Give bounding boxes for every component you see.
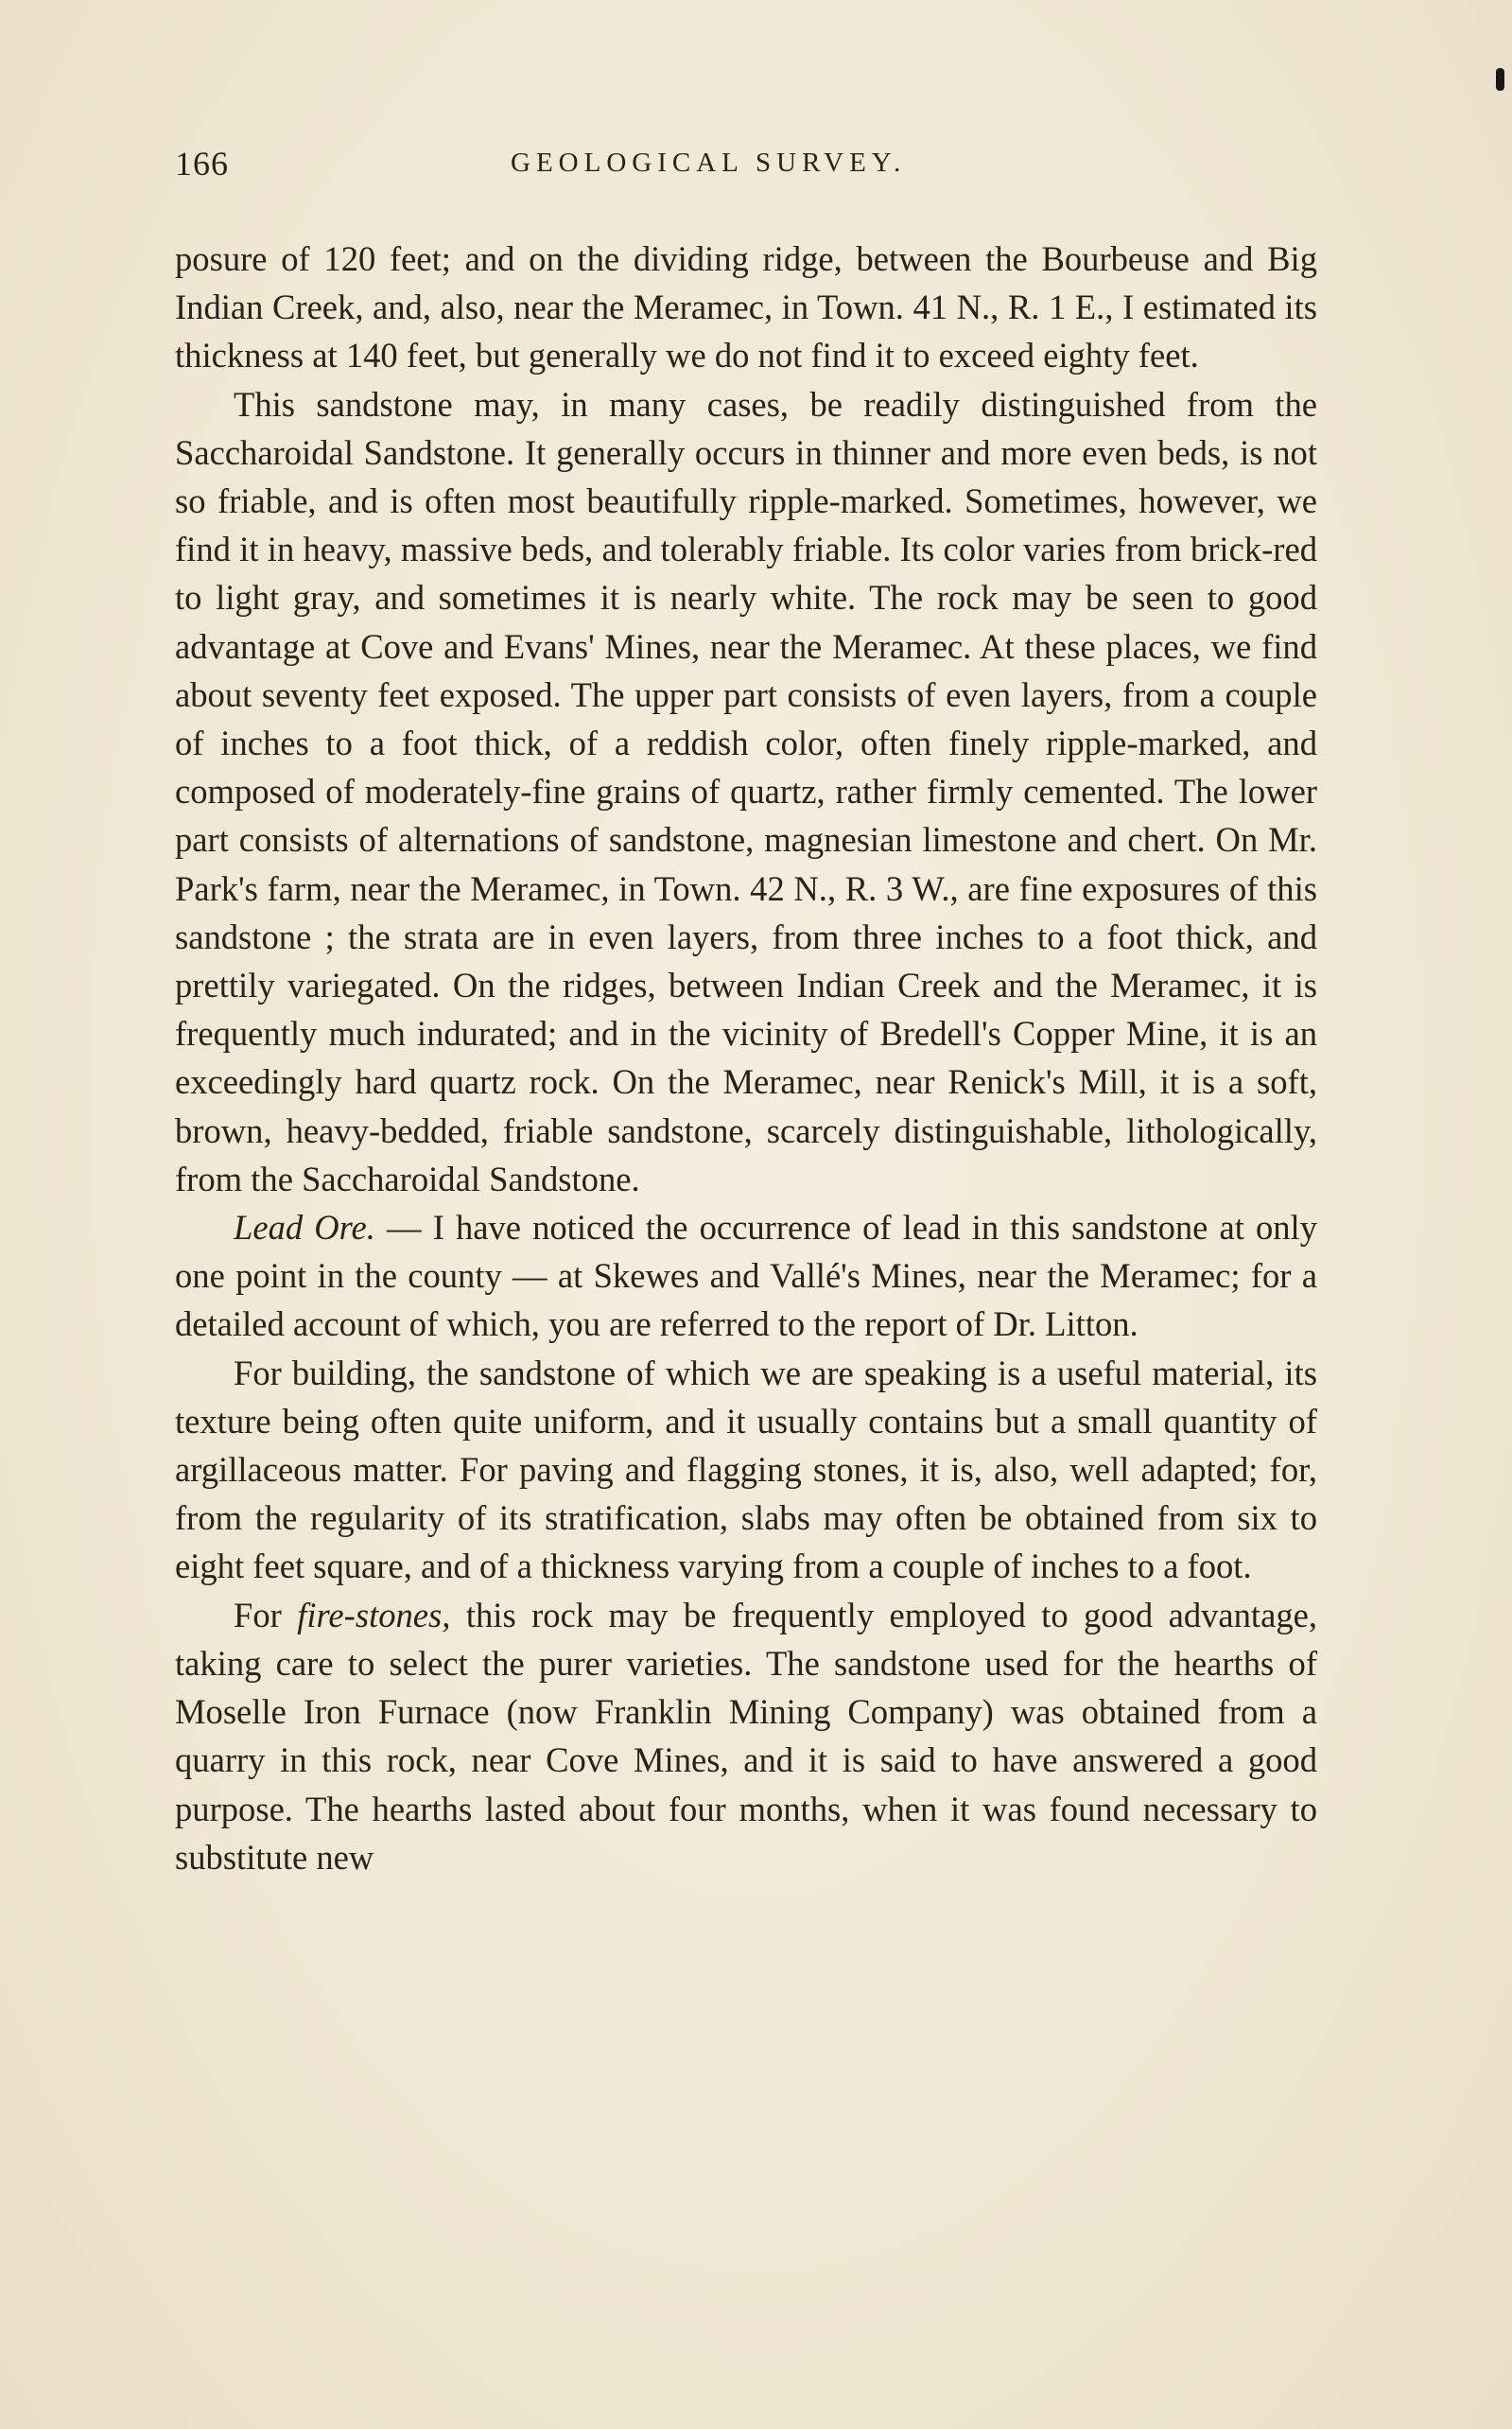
page-number: 166 [175, 145, 229, 183]
paragraph-lead-ore [175, 1203, 1317, 1349]
paragraph-continuation: posure of 120 feet; and on the dividing ridge, between the Bourbeuse and Big Indian Creek, and, also, near the Meramec, in Town. 41 N., R. 1 E., I estimated its thickness at 140 feet, but generally we do not find it to exceed eighty feet. [175, 239, 1317, 376]
lead-ore-text: I have noticed the occurrence of lead in this sandstone at only one point in the county — at Skewes and Vallé's Mines, near the Meramec; for a detailed account of which, you are referred to the report of Dr. Litton. [175, 1208, 1318, 1344]
lead-ore-dash: — [374, 1208, 433, 1248]
page-header [175, 144, 1319, 191]
paragraph-fire-stones [175, 1591, 1317, 1881]
lead-ore-heading: Lead Ore. [234, 1208, 375, 1248]
body-text [175, 235, 1317, 1881]
fire-stones-text: this rock may be frequently employed to good advantage, taking care to select the purer varieties. The sandstone used for the hearths of Moselle Iron Furnace (now Franklin Mining Company) was obtained from a quarry in this rock, near Cove Mines, and it is said to have answered a good purpose. The hearths lasted about four months, when it was found necessary to substitute new [175, 1595, 1317, 1877]
ink-mark [1496, 68, 1504, 91]
fire-stones-term: fire-stones, [297, 1595, 451, 1634]
running-title: GEOLOGICAL SURVEY. [511, 148, 907, 178]
paragraph-building: For building, the sandstone of which we are speaking is a useful material, its texture being often quite uniform, and it usually contains but a small quantity of argillaceous matter. For paving and flagging stones, it is, also, well adapted; for, from the regularity of its stratification, slabs may often be obtained from six to eight feet square, and of a thickness varying from a couple of inches to a foot. [175, 1353, 1317, 1586]
paragraph-sandstone-description: This sandstone may, in many cases, be readily distinguished from the Saccharoidal Sandstone. It generally occurs in thinner and more even beds, is not so friable, and is often most beautifully ripple-marked. Sometimes, however, we find it in heavy, massive beds, and tolerably friable. Its color varies from brick-red to light gray, and sometimes it is nearly white. The rock may be seen to good advantage at Cove and Evans' Mines, near the Meramec. At these places, we find about seventy feet exposed. The upper part consists of even layers, from a couple of inches to a foot thick, of a reddish color, often finely ripple-marked, and composed of moderately-fine grains of quartz, rather firmly cemented. The lower part consists of alternations of sandstone, magnesian limestone and chert. On Mr. Park's farm, near the Meramec, in Town. 42 N., R. 3 W., are fine exposures of this sandstone ; the strata are in even layers, from three inches to a foot thick, and prettily variegated. On the ridges, between Indian Creek and the Meramec, it is frequently much indurated; and in the vicinity of Bredell's Copper Mine, it is an exceedingly hard quartz rock. On the Meramec, near Renick's Mill, it is a soft, brown, heavy-bedded, friable sandstone, scarcely distinguishable, lithologically, from the Saccharoidal Sandstone. [175, 384, 1317, 1198]
fire-stones-lead: For [234, 1595, 298, 1634]
